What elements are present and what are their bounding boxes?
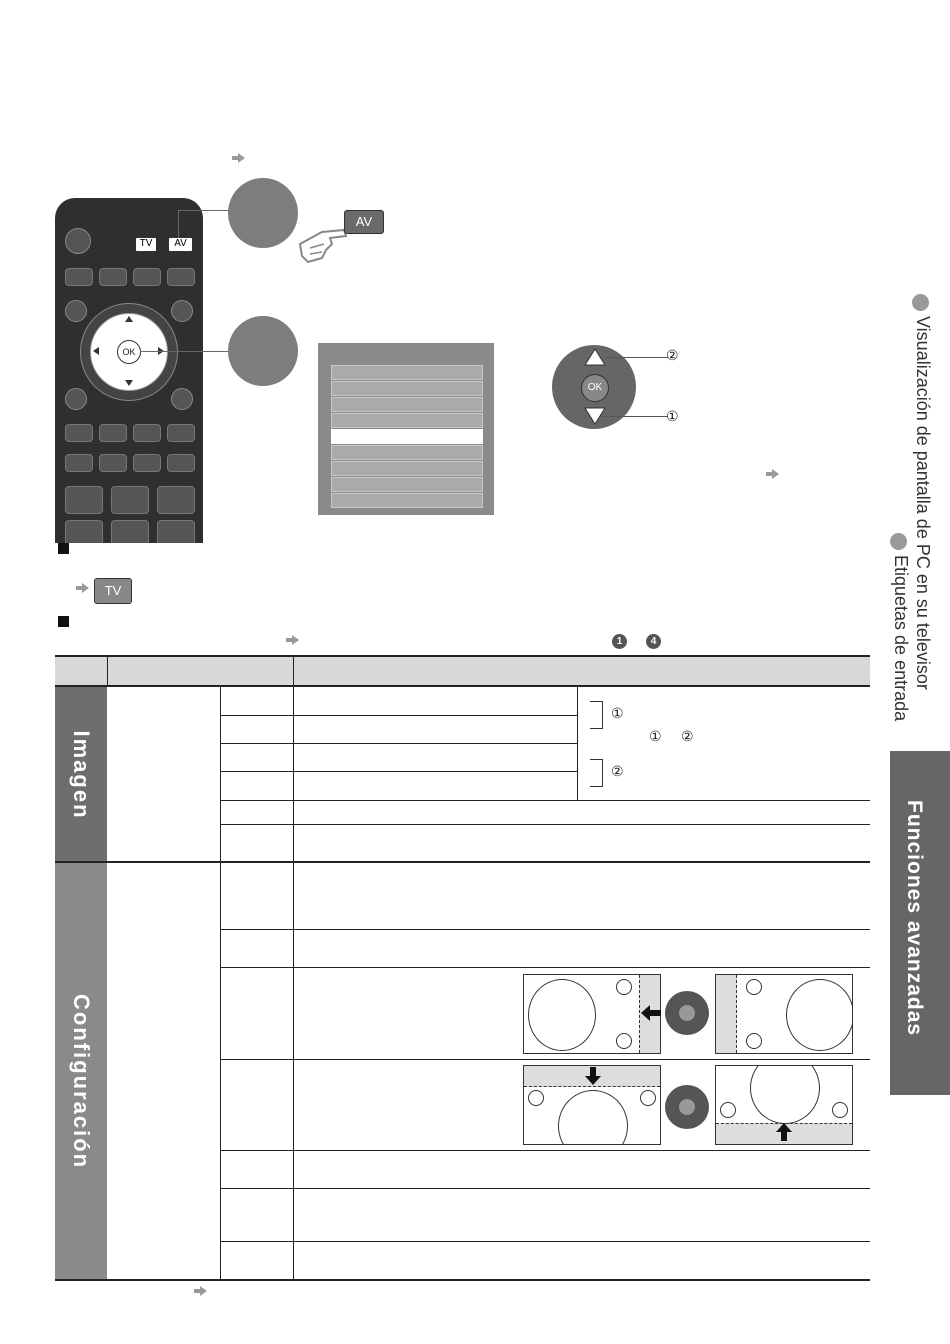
av-callout-line: [178, 210, 230, 211]
settings-table: [55, 655, 870, 1281]
dpad-ud-icon: [665, 1085, 709, 1129]
tv-button[interactable]: TV: [94, 578, 132, 604]
ok-callout-line: [140, 351, 230, 352]
bullet-dot-1: [912, 294, 929, 311]
remote-ok-key: OK: [117, 340, 141, 364]
marker-circle-2b: ②: [681, 728, 694, 744]
av-button[interactable]: AV: [344, 210, 384, 234]
dpad-lr-icon: [665, 991, 709, 1035]
marker-up: ②: [666, 347, 679, 363]
remote-control-illustration: [55, 198, 203, 543]
section-label-imagen: Imagen: [69, 730, 94, 820]
dpad-ok-button: OK: [581, 374, 609, 402]
reference-arrow-icon: [232, 153, 245, 163]
remote-av-key: AV: [168, 237, 193, 252]
power-button: [65, 228, 91, 254]
tab-bullet-input-labels: Etiquetas de entrada: [891, 555, 911, 722]
input-menu-preview: [318, 343, 494, 515]
section-square-icon-2: [58, 616, 69, 627]
tab-bullet-pc-display: Visualización de pantalla de PC en su televisor: [913, 316, 933, 690]
marker-down: ①: [666, 408, 679, 424]
arrow-down-icon: [585, 1067, 601, 1085]
reference-arrow-icon-5: [194, 1286, 207, 1296]
h-position-right-thumb: [715, 974, 853, 1054]
menu-selected-item: [331, 429, 483, 444]
step-2-circle: [228, 316, 298, 386]
step-1-circle: [228, 178, 298, 248]
bullet-dot-2: [890, 533, 907, 550]
reference-arrow-icon-2: [766, 469, 779, 479]
section-label-configuracion: Configuración: [69, 994, 94, 1170]
step-marker-to: 4: [646, 634, 661, 649]
marker-circle-2: ②: [611, 763, 624, 779]
step-marker-from: 1: [612, 634, 627, 649]
reference-arrow-icon-4: [286, 635, 299, 645]
reference-arrow-icon-3: [76, 583, 89, 593]
bracket-2: [590, 759, 603, 787]
marker-circle-1: ①: [611, 705, 624, 721]
remote-tv-key: TV: [135, 237, 157, 252]
table-header: [55, 655, 870, 685]
side-tab-title: Funciones avanzadas: [903, 800, 926, 1037]
section-square-icon: [58, 543, 69, 554]
arrow-up-icon: [776, 1123, 792, 1141]
bracket-1: [590, 701, 603, 729]
arrow-left-icon: [641, 1005, 661, 1021]
marker-circle-1b: ①: [649, 728, 662, 744]
